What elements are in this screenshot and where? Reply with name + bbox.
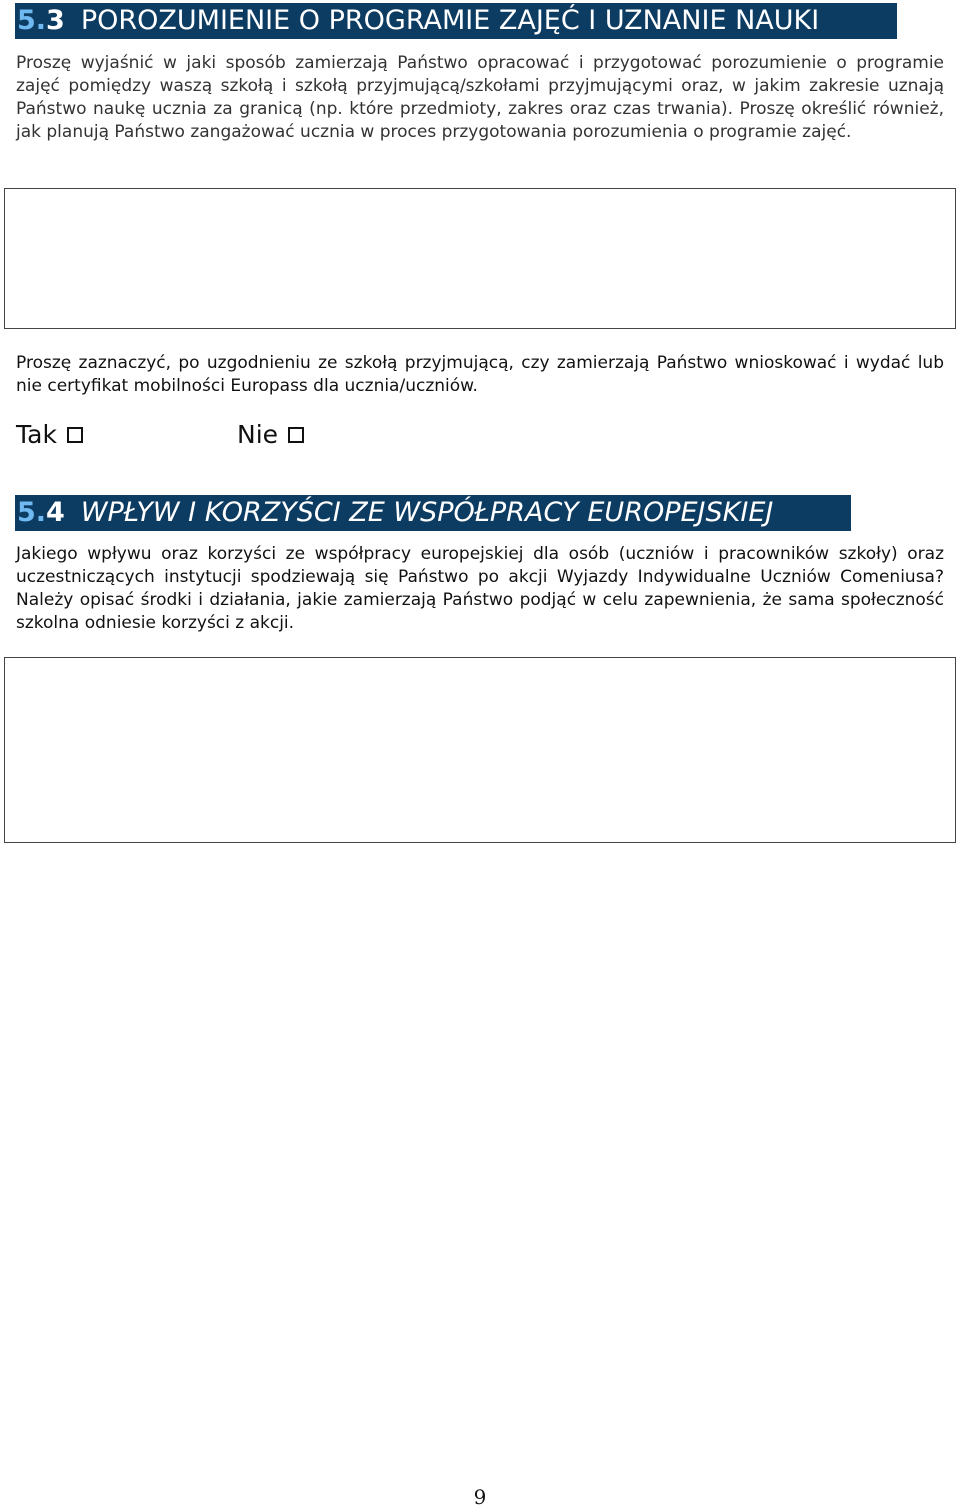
section-title: POROZUMIENIE O PROGRAMIE ZAJĘĆ I UZNANIE NAUKI [80, 5, 820, 36]
page-number: 9 [473, 1485, 487, 1509]
checkbox-tak-icon[interactable] [67, 427, 83, 443]
checkbox-nie-icon[interactable] [288, 427, 304, 443]
option-nie[interactable] [237, 420, 304, 450]
section-heading-5-4 [15, 495, 851, 531]
section-5-3-answer-field[interactable] [4, 188, 956, 329]
option-nie-label: Nie [237, 420, 279, 449]
section-number-prefix: 5. [17, 5, 47, 36]
europass-question: Proszę zaznaczyć, po uzgodnieniu ze szkołą przyjmującą, czy zamierzają Państwo wnioskować i wydać lub nie certyfikat mobilności Europass dla ucznia/uczniów. [16, 353, 944, 396]
option-tak[interactable] [16, 420, 83, 450]
section-number-prefix: 5. [17, 497, 47, 528]
section-heading-5-3 [15, 3, 897, 39]
section-title: WPŁYW I KORZYŚCI ZE WSPÓŁPRACY EUROPEJSKIEJ [80, 497, 774, 528]
section-5-3-instruction: Proszę wyjaśnić w jaki sposób zamierzają Państwo opracować i przygotować porozumienie o programie zajęć pomiędzy waszą szkołą i szkołą przyjmującą/szkołami przyjmującymi oraz, w jakim zakresie uznają Państwo naukę ucznia za granicą (np. które przedmioty, zakres oraz czas trwania). Proszę określić również, jak planują Państwo zangażować ucznia w proces przygotowania porozumienia o programie zajęć. [16, 53, 944, 142]
section-number-suffix: 4 [46, 497, 65, 528]
section-5-4-answer-field[interactable] [4, 657, 956, 843]
option-tak-label: Tak [16, 420, 57, 449]
section-5-4-instruction: Jakiego wpływu oraz korzyści ze współpracy europejskiej dla osób (uczniów i pracowników szkoły) oraz uczestniczących instytucji spodziewają się Państwo po akcji Wyjazdy Indywidualne Uczniów Comeniusa? Należy opisać środki i działania, jakie zamierzają Państwo podjąć w celu zapewnienia, że sama społeczność szkolna odniesie korzyści z akcji. [16, 544, 944, 633]
section-number-suffix: 3 [46, 5, 65, 36]
